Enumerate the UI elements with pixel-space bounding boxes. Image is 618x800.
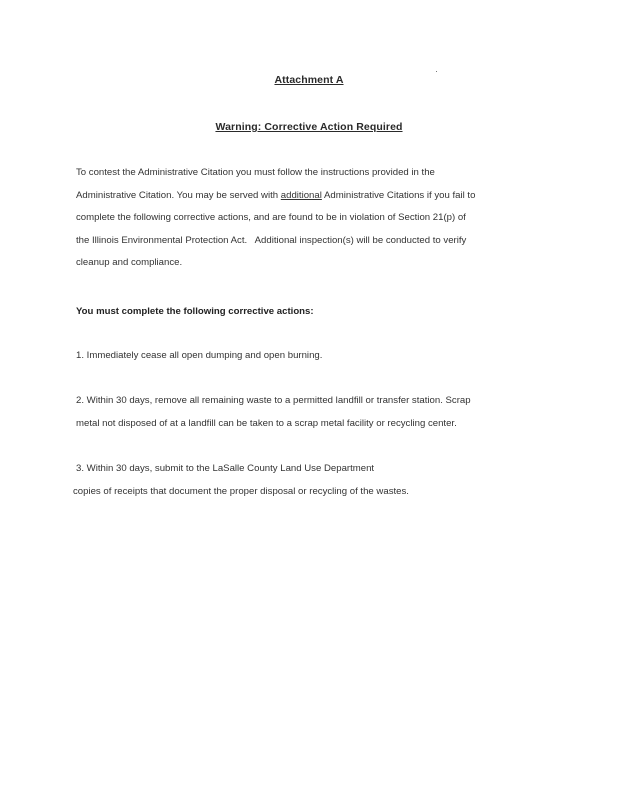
action-item-1 [76, 345, 546, 368]
intro-line-4: the Illinois Environmental Protection Act. Additional inspection(s) will be conducted to verify [76, 234, 467, 246]
action-item-3 [73, 458, 546, 503]
intro-line-1: To contest the Administrative Citation you must follow the instructions provided in the [76, 167, 435, 178]
actions-heading: You must complete the following corrective actions: [76, 306, 314, 317]
scan-speck [436, 71, 437, 72]
action-item-3-line-1: 3. Within 30 days, submit to the LaSalle County Land Use Department [76, 463, 375, 474]
attachment-title: Attachment A [274, 74, 344, 86]
intro-line-3: complete the following corrective actions, and are found to be in violation of Section 21(p) of [76, 212, 466, 224]
action-item-2-line-1: 2. Within 30 days, remove all remaining waste to a permitted landfill or transfer station. Scrap [76, 395, 471, 406]
action-item-1-text: 1. Immediately cease all open dumping and open burning. [76, 350, 323, 361]
intro-line-2-prefix: Administrative Citation. You may be served with [76, 189, 281, 201]
intro-line-2 [76, 185, 546, 208]
warning-title: Warning: Corrective Action Required [215, 121, 403, 133]
intro-paragraph [76, 162, 546, 275]
intro-additional-underlined: additional [280, 189, 322, 201]
intro-line-5: cleanup and compliance. [76, 257, 183, 269]
action-item-2-line-2: metal not disposed of at a landfill can be taken to a scrap metal facility or recycling center. [76, 417, 457, 429]
intro-line-2-suffix: Administrative Citations if you fail to [321, 189, 476, 201]
action-item-3-line-2: copies of receipts that document the proper disposal or recycling of the wastes. [73, 485, 409, 497]
action-item-2 [76, 390, 546, 435]
